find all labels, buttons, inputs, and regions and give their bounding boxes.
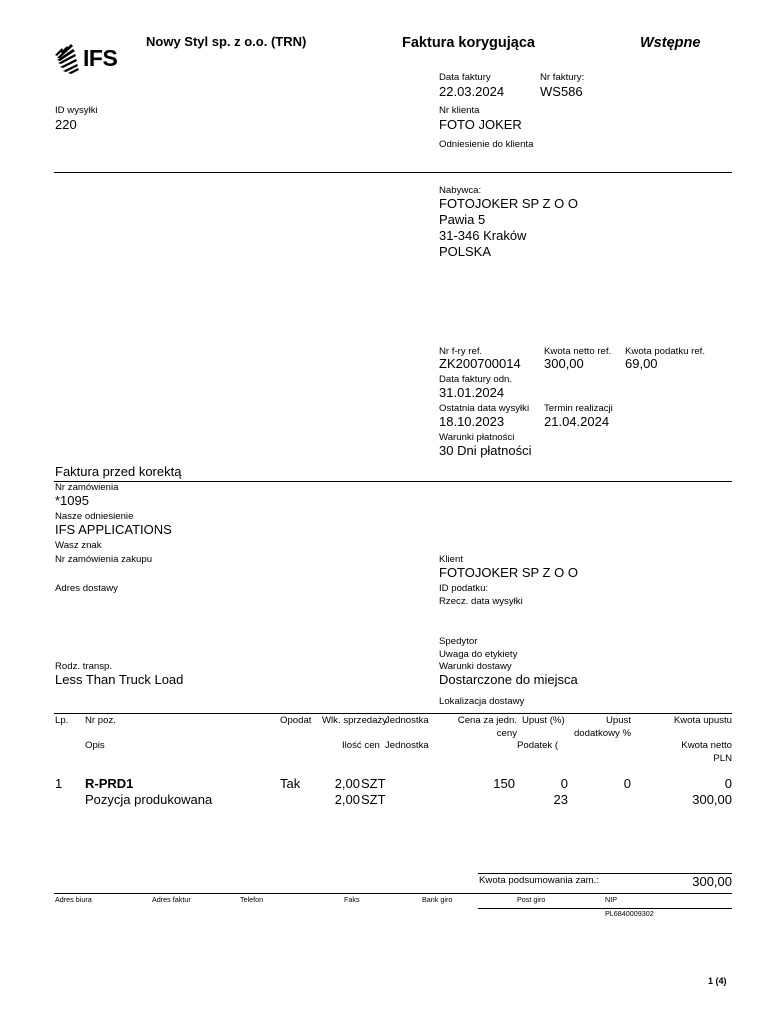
last-ship-label: Ostatnia data wysyłki (439, 403, 530, 414)
our-ref-label: Nasze odniesienie (55, 511, 134, 522)
buyer-name: FOTOJOKER SP Z O O (439, 196, 578, 211)
actual-ship-label: Rzecz. data wysyłki (439, 596, 523, 607)
footer-office: Adres biura (55, 895, 92, 904)
col-desc: Opis (85, 740, 105, 751)
col-net: Kwota netto (681, 740, 732, 751)
invoice-no-label: Nr faktury: (540, 72, 585, 83)
logo-text: IFS (83, 45, 118, 71)
invoice-date-label: Data faktury (439, 72, 491, 83)
buyer-city: 31-346 Kraków (439, 228, 527, 243)
company-logo (53, 40, 133, 76)
row-qty: 2,00 (334, 776, 360, 791)
divider (54, 713, 732, 714)
client-label: Klient (439, 554, 463, 565)
col-price: Cena za jedn. (457, 715, 517, 726)
customer-ref-label: Odniesienie do klienta (439, 139, 534, 150)
footer-nip: PL6840009302 (605, 909, 654, 918)
totals-label: Kwota podsumowania zam.: (479, 875, 599, 886)
inv-ref-label: Nr f-ry ref. (439, 346, 483, 357)
shipment-id: 220 (55, 117, 77, 132)
footer-fax: Faks (344, 895, 360, 904)
col-extra: Upust (605, 715, 631, 726)
footer-phone: Telefon (240, 895, 264, 904)
transport-label: Rodz. transp. (55, 661, 113, 672)
due-date: 21.04.2024 (544, 414, 610, 429)
footer-bank: Bank giro (422, 895, 453, 904)
forwarder-label: Spedytor (439, 636, 478, 647)
totals-value: 300,00 (692, 874, 732, 889)
col-lp: Lp. (55, 715, 69, 726)
page-number: 1 (4) (708, 976, 727, 986)
document-status: Wstępne (640, 35, 701, 51)
tax-ref: 69,00 (625, 356, 658, 371)
client-name: FOTOJOKER SP Z O O (439, 565, 578, 580)
document-title: Faktura korygująca (402, 35, 535, 51)
delivery-terms-label: Warunki dostawy (439, 661, 512, 672)
last-ship: 18.10.2023 (439, 414, 505, 429)
delivery-terms: Dostarczone do miejsca (439, 672, 578, 687)
buyer-street: Pawia 5 (439, 212, 486, 227)
invoice-date: 22.03.2024 (439, 84, 505, 99)
net-ref: 300,00 (544, 356, 584, 371)
before-correction-title: Faktura przed korektą (55, 464, 182, 479)
row-discount: 0 (560, 776, 568, 791)
row-price-qty: 2,00 (334, 792, 360, 807)
footer-nip-label: NIP (605, 895, 617, 904)
col-extra-2: dodatkowy % (573, 728, 631, 739)
orig-date: 31.01.2024 (439, 385, 505, 400)
inv-ref: ZK200700014 (439, 356, 521, 371)
row-price: 150 (493, 776, 515, 791)
row-tax-pct: 23 (553, 792, 568, 807)
row-item: R-PRD1 (85, 776, 134, 791)
po-label: Nr zamówienia zakupu (55, 554, 153, 565)
col-sales-qty: Wlk. sprzedaży (322, 715, 388, 726)
tax-id-label: ID podatku: (439, 583, 489, 594)
row-extra: 0 (623, 776, 631, 791)
col-unit2: Jednostka (385, 740, 429, 751)
row-net: 300,00 (692, 792, 732, 807)
row-unit2: SZT (361, 792, 386, 807)
col-net-2: PLN (713, 753, 732, 764)
footer-divider (54, 893, 732, 894)
label-note-label: Uwaga do etykiety (439, 649, 518, 660)
col-tax-pct: Podatek ( (517, 740, 559, 751)
customer-no-label: Nr klienta (439, 105, 480, 116)
buyer-label: Nabywca: (439, 185, 482, 196)
pay-terms-label: Warunki płatności (439, 432, 515, 443)
tax-ref-label: Kwota podatku ref. (625, 346, 705, 357)
col-discount: Upust (%) (522, 715, 565, 726)
orig-date-label: Data faktury odn. (439, 374, 513, 385)
your-sign-label: Wasz znak (55, 540, 102, 551)
col-disc-amount: Kwota upustu (673, 715, 732, 726)
pay-terms: 30 Dni płatności (439, 443, 532, 458)
delivery-address-label: Adres dostawy (55, 583, 118, 594)
delivery-location-label: Lokalizacja dostawy (439, 696, 525, 707)
shipment-id-label: ID wysyłki (55, 105, 98, 116)
row-desc: Pozycja produkowana (85, 792, 213, 807)
our-ref: IFS APPLICATIONS (55, 522, 172, 537)
divider (54, 481, 732, 482)
company-name: Nowy Styl sp. z o.o. (TRN) (146, 34, 307, 49)
col-taxable: Opodat (280, 715, 312, 726)
row-unit: SZT (361, 776, 386, 791)
invoice-no: WS586 (540, 84, 583, 99)
customer-no: FOTO JOKER (439, 117, 522, 132)
order-no-label: Nr zamówienia (55, 482, 119, 493)
col-unit: Jednostka (385, 715, 429, 726)
col-item: Nr poz. (85, 715, 116, 726)
buyer-country: POLSKA (439, 244, 492, 259)
net-ref-label: Kwota netto ref. (544, 346, 612, 357)
transport: Less Than Truck Load (55, 672, 184, 687)
due-label: Termin realizacji (544, 403, 613, 414)
row-lp: 1 (55, 776, 63, 791)
order-no: *1095 (55, 493, 89, 508)
footer-invoice-address: Adres faktur (152, 895, 191, 904)
row-disc-amount: 0 (724, 776, 732, 791)
row-taxable: Tak (280, 776, 301, 791)
divider (54, 172, 732, 173)
footer-post: Post giro (517, 895, 546, 904)
col-price-qty: Ilość cen (342, 740, 380, 751)
col-price-2: ceny (496, 728, 517, 739)
